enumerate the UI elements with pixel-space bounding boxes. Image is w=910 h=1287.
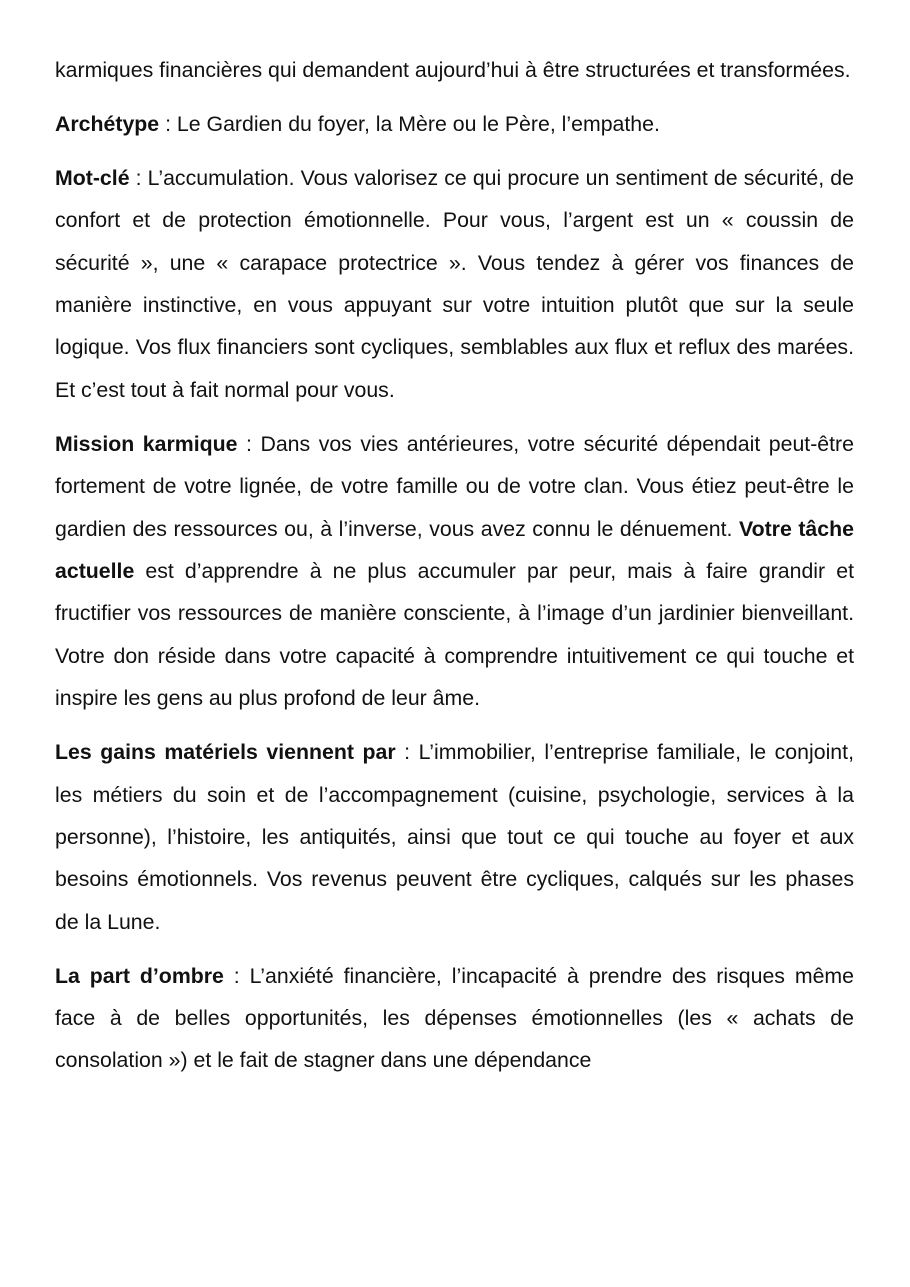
paragraph-mission-karmique — [55, 423, 854, 720]
paragraph-text: karmiques financières qui demandent aujourd’hui à être structurées et transformées. — [55, 58, 851, 82]
paragraph-label: Les gains matériels viennent par — [55, 740, 396, 765]
paragraph-emphasis: Votre tâche actuelle — [55, 516, 854, 583]
paragraph-mot-cle — [55, 157, 854, 411]
document-page — [55, 49, 854, 1093]
paragraph-text: : Dans vos vies antérieures, votre sécurité dépendait peut-être fortement de votre lignée, de votre famille ou de votre clan. Vous étiez peut-être le gardien des ressources ou, à l’inverse, vous avez connu le dénuement. — [55, 431, 854, 541]
paragraph-text: : L’immobilier, l’entreprise familiale, le conjoint, les métiers du soin et de l’accompagnement (cuisine, psychologie, services à la personne), l’histoire, les antiquités, ainsi que tout ce qui touche au foyer et aux besoins émotionnels. Vos revenus peuvent être cycliques, calqués sur les phases de la Lune. — [55, 740, 854, 934]
paragraph-text: : L’anxiété financière, l’incapacité à prendre des risques même face à de belles opportunités, les dépenses émotionnelles (les « achats de consolation ») et le fait de stagner dans une dépendance — [55, 963, 855, 1073]
paragraph-label: Mission karmique — [55, 431, 238, 456]
paragraph-text: : Le Gardien du foyer, la Mère ou le Père, l’empathe. — [159, 111, 660, 136]
paragraph-label: Archétype — [55, 111, 160, 136]
paragraph-gains-materiels — [55, 731, 854, 943]
paragraph-part-ombre — [55, 955, 854, 1082]
paragraph-label: La part d’ombre — [55, 963, 224, 988]
paragraph-label: Mot-clé — [55, 165, 130, 190]
paragraph-archetype — [55, 103, 854, 145]
paragraph-continuation — [55, 49, 854, 91]
paragraph-text: : L’accumulation. Vous valorisez ce qui procure un sentiment de sécurité, de confort et de protection émotionnelle. Pour vous, l’argent est un « coussin de sécurité », une « carapace protectrice ». Vous tendez à gérer vos finances de manière instinctive, en vous appuyant sur votre intuition plutôt que sur la seule logique. Vos flux financiers sont cycliques, semblables aux flux et reflux des marées. Et c’est tout à fait normal pour vous. — [55, 165, 854, 402]
paragraph-text: est d’apprendre à ne plus accumuler par peur, mais à faire grandir et fructifier vos ressources de manière consciente, à l’image d’un jardinier bienveillant. Votre don réside dans votre capacité à comprendre intuitivement ce qui touche et inspire les gens au plus profond de leur âme. — [55, 558, 854, 711]
